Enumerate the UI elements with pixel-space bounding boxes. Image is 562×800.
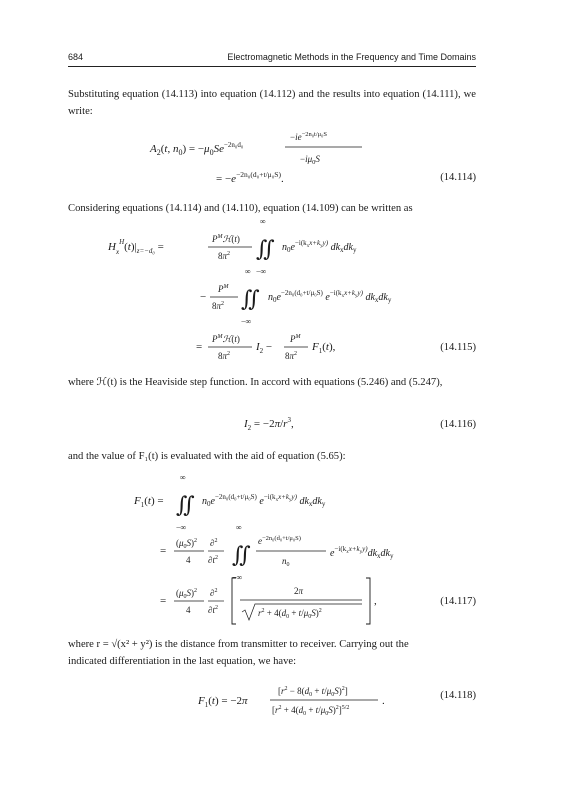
paragraph-5-line-1: where r = √(x² + y²) is the distance from transmitter to receiver. Carrying out the [68,639,409,650]
equation-14-116 [0,410,562,434]
svg-text:I2 −: $I_2$ − [256,341,273,355]
paragraph-4: and the value of F₁(t) is evaluated with the aid of equation (5.65): [68,451,346,462]
svg-text:n0e−2n₀(d₀+t/μ₀S) e−i(kxx+kyy): $n_0e^{-2n_0(d_0+t/\mu_0S)}$ $e^{-i(k}_x^{x+k}_y^{y)}$ $dk_xdk_y$ [202,493,326,508]
svg-text:−: − [200,291,207,303]
paragraph-5-line-2: indicated differentiation in the last equation, we have: [68,656,297,667]
equation-number-14-118: (14.118) [440,690,476,701]
svg-text:PMℋ(t): $P^Mℋ(t)$ [212,334,240,344]
equation-number-14-115: (14.115) [440,342,476,353]
svg-text:PMℋ(t): $P^Mℋ(t)$ [212,234,240,244]
svg-text:8π2: $8\pi^2$ [218,351,231,361]
paragraph-2: Considering equations (14.114) and (14.110), equation (14.109) can be written as [68,203,413,214]
svg-text:(μ0S)2: $(\mu_0S)^2$ [176,588,198,600]
svg-text:−∞: −∞ [256,267,267,276]
svg-text:∬: ∬ [241,286,260,311]
svg-text:∬: ∬ [232,542,251,567]
equation-14-118 [0,674,562,724]
svg-text:2π: 2π [294,586,304,596]
svg-text:∂2: ∂$^2$ [210,538,218,548]
paragraph-1: Substituting equation (14.113) into equation (14.112) and the results into equation (14.111), we write: [68,89,476,117]
svg-text:−∞: −∞ [241,317,252,326]
svg-text:HxH(t)|z=−d₀ =: $H_x^H(t)|_{z=-d_0}$ = [108,238,164,256]
svg-text:PM: $P^M$ [290,334,301,344]
svg-text:4: 4 [186,605,191,615]
svg-text:8π2: $8\pi^2$ [218,251,231,261]
svg-text:= −e−2n₀(d₀+t/μ₀S).: = $-e^{-2n_0(d_0+t/\mu_0S)}$. [216,170,284,185]
svg-text:∞: ∞ [245,267,251,276]
svg-text:−ie−2n₀t/μ₀S: $-ie^{-2n_0t/\mu_0S}$ [290,131,327,142]
svg-text:n0: $n_0$ [282,556,290,568]
equation-14-115 [0,218,562,368]
svg-text:=: = [160,545,167,557]
header-rule [68,66,476,67]
svg-text:−iμ0S: $-i\mu_0S$ [300,154,320,166]
svg-text:∞: ∞ [260,218,266,226]
svg-text:∞: ∞ [236,523,242,532]
running-title: Electromagnetic Methods in the Frequency and Time Domains [227,52,476,62]
svg-text:∂2: ∂$^2$ [210,588,218,598]
svg-text:n0e−i(kxx+kyy) dkxdky: $n_0e^{-i(k}_x^{x+k}_y^{y)}$ $dk_xdk_y$ [282,239,357,254]
svg-text:4: 4 [186,555,191,565]
svg-text:∬: ∬ [176,492,195,517]
svg-text:I2 = −2π/r3,: $I_2 = -2\pi/r^3$, [244,416,294,432]
svg-text:[r2 − 8(d0 + t/μ0S)2]: $[r^2 - 8(d_0 + t/\mu_0S)^2]$ [278,686,348,698]
equation-14-114 [0,122,562,188]
svg-text:PM: $P^M$ [218,284,229,294]
svg-text:A2(t, n0) = −μ0Se−2n₀d₀: $A_2(t$, $n_0) = -\mu_0Se^{-2n_0d_0}$ [150,141,244,157]
svg-text:=: = [160,595,167,607]
equation-number-14-117: (14.117) [440,596,476,607]
svg-text:F1(t) =: $F_1(t)$ = [134,495,164,509]
svg-text:8π2: $8\pi^2$ [285,351,298,361]
svg-text:.: . [382,695,385,707]
svg-text:[r2 + 4(d0 + t/μ0S)2]5/2: $[r^2 + 4(d_0 + t/\mu_0S)^2]^{5/2}$ [272,705,350,717]
equation-number-14-114: (14.114) [440,172,476,183]
equation-number-14-116: (14.116) [440,419,476,430]
svg-text:∞: ∞ [180,473,186,482]
svg-text:(μ0S)2: $(\mu_0S)^2$ [176,538,198,550]
svg-text:e−i(kxx+kyy)dkxdky: $e^{-i(k}_x^{x+k}_y^{y)}dk_xdk_y$ [330,545,394,560]
svg-text:−∞: −∞ [176,523,187,532]
svg-text:,: , [374,595,377,607]
svg-text:e−2n₀(d₀+t/μ₀S): $e^{-2n_0(d_0+t/\mu_0S)}$ [258,535,301,546]
svg-text:∬: ∬ [256,236,275,261]
svg-text:−∞: −∞ [232,573,243,582]
svg-text:∂t2: $\partial t^2$ [208,605,218,615]
svg-text:8π2: $8\pi^2$ [212,301,225,311]
page-number: 684 [68,52,84,62]
svg-text:n0e−2n₀(d₀+t/μ₀S) e−i(kxx+kyy): $n_0e^{-2n_0(d_0+t/\mu_0S)}$ $e^{-i(k}_x^{x+k}_y^{y)}$ $dk_xdk_y$ [268,289,392,304]
svg-text:=: = [196,341,203,353]
svg-text:∂t2: $\partial t^2$ [208,555,218,565]
svg-text:F1(t),: $F_1(t)$, [312,341,336,355]
svg-text:r2 + 4(d0 + t/μ0S)2: $r^2 + 4(d_0 + t/\mu_0S)^2$ [258,608,322,620]
paragraph-3: where ℋ(t) is the Heaviside step function. In accord with equations (5.246) and (5.247), [68,377,443,388]
equation-14-117 [0,472,562,632]
svg-text:F1(t) = −2π: $F_1(t) = -2\pi$ [198,695,248,709]
